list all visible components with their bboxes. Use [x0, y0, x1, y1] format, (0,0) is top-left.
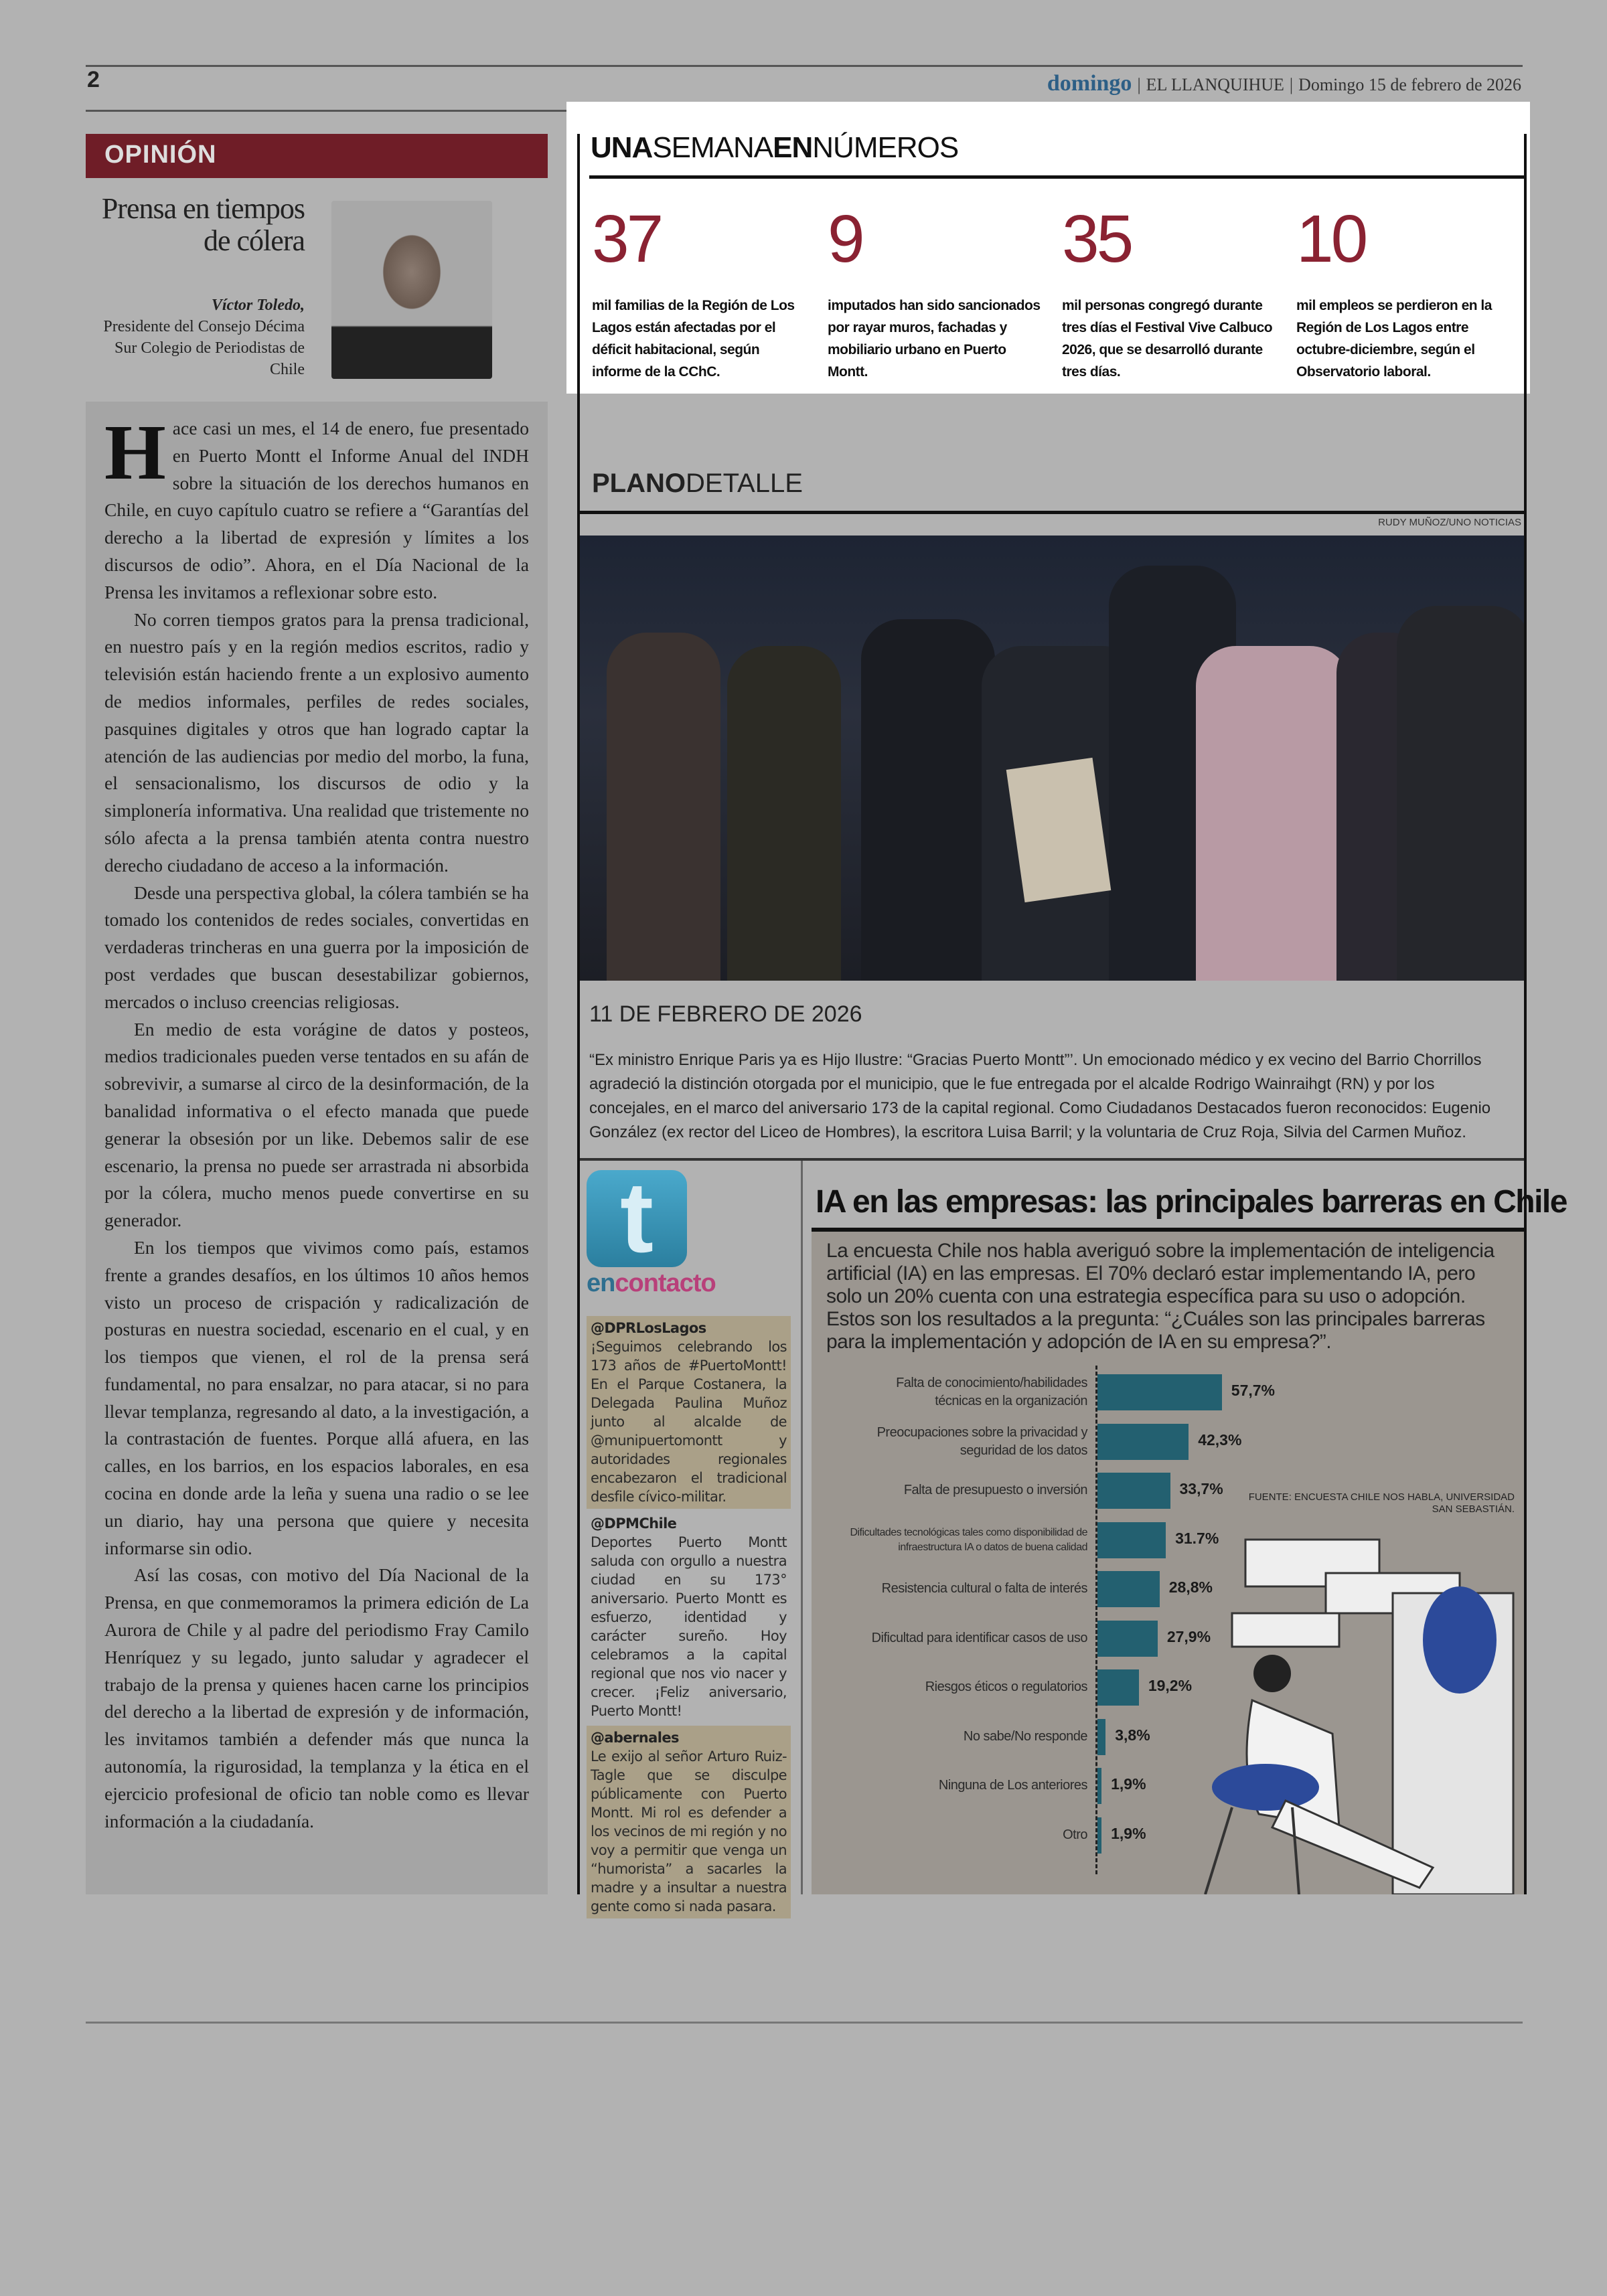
person-figure — [1196, 646, 1350, 981]
semana-heading: UNASEMANAENNÚMEROS — [591, 131, 959, 164]
paragraph: No corren tiempos gratos para la prensa tradicional, en nuestro país y en la región medios escritos, radio y televisión están haciendo frente a un explosivo aumento de medios informales, perfiles de redes sociales, pasquines digitales y otros que han logrado captar la atención de las audiencias por medio del morbo, la funa, el sensacionalismo, los discursos de odio y la simplonería informativa. Una realidad que tristemente no sólo afecta a la prensa también atenta contra nuestro derecho ciudadano de acceso a la información. — [104, 608, 529, 876]
bar-label: Resistencia cultural o falta de interés — [881, 1581, 1087, 1596]
bar-value-label: 1,9% — [1111, 1824, 1146, 1842]
top-rule — [86, 65, 1523, 67]
paragraph: Así las cosas, con motivo del Día Nacional de la Prensa, en que conmemoramos la primera edición de La Aurora de Chile y al padre del periodismo Fray Camilo Henríquez y su legado, junto saludar y agradecer el trabajo de la prensa y quienes hacen carne los principios del derecho a la libertad de expresión y de información, les invitamos también a defender más que nunca la autonomía, la rigurosidad, la templanza y la ética en el ejercicio profesional de oficio tan noble como es llevar información a la ciudadanía. — [104, 1564, 529, 1831]
opinion-body — [86, 402, 548, 1894]
person-figure — [607, 633, 720, 981]
stat-number: 35 — [1062, 201, 1132, 276]
bar-value-label: 3,8% — [1115, 1726, 1150, 1744]
bar-value-label: 28,8% — [1168, 1578, 1213, 1596]
bar-label: Falta de presupuesto o inversión — [903, 1483, 1087, 1497]
chart-title: IA en las empresas: las principales barreras en Chile — [816, 1184, 1567, 1220]
stat-text: mil familias de la Región de Los Lagos están afectadas por el déficit habitacional, según informe de la CChC. — [592, 298, 795, 380]
author-block — [100, 295, 305, 380]
bar — [1097, 1473, 1170, 1509]
bar-value-label: 33,7% — [1179, 1480, 1223, 1497]
bar-label: Riesgos éticos o regulatorios — [925, 1679, 1087, 1694]
twitter-icon: t — [587, 1170, 687, 1267]
person-figure — [861, 619, 995, 981]
bar-value-label: 1,9% — [1111, 1775, 1146, 1793]
separator: | — [1137, 75, 1141, 94]
stat-number: 9 — [828, 201, 862, 276]
photo-date: 11 DE FEBRERO DE 2026 — [589, 1001, 862, 1027]
bar — [1097, 1522, 1166, 1558]
tweet — [587, 1726, 791, 1918]
bar — [1097, 1374, 1222, 1410]
column-border — [1524, 134, 1527, 1894]
bar — [1097, 1424, 1189, 1460]
bar — [1097, 1571, 1160, 1607]
plano-rule — [580, 511, 1524, 514]
bar — [1097, 1669, 1139, 1706]
bar-label: Dificultad para identificar casos de uso — [871, 1630, 1087, 1645]
bottom-rule — [86, 2022, 1523, 2024]
tweet-list — [587, 1316, 791, 1918]
drop-cap: H — [104, 408, 166, 496]
bar-label: Otro — [1063, 1827, 1087, 1842]
author-photo — [331, 201, 492, 379]
encontacto-logo: encontacto — [587, 1269, 716, 1297]
paragraph: Desde una perspectiva global, la cólera también se ha tomado los contenidos de redes sociales, convertidas en verdaderas trincheras en una guerra por la imposición de post verdades que buscan desestabilizar gobiernos, mercados o incluso creencias religiosas. — [104, 882, 529, 1012]
tweet — [587, 1511, 791, 1723]
person-figure — [727, 646, 841, 981]
author-role: Presidente del Consejo Décima Sur Colegio de Periodistas de Chile — [103, 318, 305, 378]
tweet-text: ¡Seguimos celebrando los 173 años de #PuertoMontt! En el Parque Costanera, la Delegada Paulina Muñoz junto al alcalde de @munipuertomontt y autoridades regionales encabezaron el tradicional desfile cívico-militar. — [591, 1339, 787, 1505]
tweet-handle[interactable]: @DPRLosLagos — [591, 1320, 706, 1336]
page-number: 2 — [87, 67, 100, 92]
stat-text: imputados han sido sancionados por rayar muros, fachadas y mobiliario urbano en Puerto Montt. — [828, 298, 1041, 380]
stat-number: 37 — [592, 201, 662, 276]
column-border — [577, 134, 580, 1894]
illustration-ai-person — [1165, 1533, 1520, 1894]
plano-heading: PLANODETALLE — [592, 469, 803, 498]
bar-value-label: 27,9% — [1166, 1627, 1211, 1645]
bar-value-label: 31.7% — [1175, 1529, 1219, 1547]
chart-intro: La encuesta Chile nos habla averiguó sobre la implementación de inteligencia artificial (IA) en las empresas. El 70% declaró estar implementando IA, pero solo un 20% cuenta con una estrategia específica para su uso o adopción. Estos son los resultados a la pregunta: “¿Cuáles son las principales barreras para la implementación y adopción de IA en su empresa?”. — [826, 1240, 1495, 1353]
section-rule — [580, 1158, 1524, 1161]
issue-date: Domingo 15 de febrero de 2026 — [1298, 75, 1521, 94]
bar-value-label: 57,7% — [1231, 1382, 1275, 1399]
tweet-text: Le exijo al señor Arturo Ruiz-Tagle que se disculpe públicamente con Puerto Montt. Mi rol es defender a los vecinos de mi región y no voy a permitir que venga un “humorista” a sacarles la madre y a insultar a nuestra gente como si nada pasara. — [591, 1748, 787, 1914]
stat-text: mil personas congregó durante tres días el Festival Vive Calbuco 2026, que se desarrolló durante tres días. — [1062, 298, 1273, 380]
column-divider — [801, 1161, 803, 1894]
bar-value-label: 42,3% — [1198, 1430, 1242, 1449]
bar — [1097, 1621, 1158, 1657]
tweet-handle[interactable]: @abernales — [591, 1730, 679, 1746]
bar — [1097, 1719, 1105, 1755]
photo-caption: “Ex ministro Enrique Paris ya es Hijo Ilustre: “Gracias Puerto Montt”’. Un emocionado médico y ex vecino del Barrio Chorrillos agradeció la distinción otorgada por el municipio, que le fue entregada por el alcalde Rodrigo Wainraihgt (RN) y por los concejales, en el marco del aniversario 173 de la capital regional. Como Ciudadanos Destacados fueron reconocidos: Eugenio González (ex rector del Liceo de Hombres), la escritora Luisa Barril; y la voluntaria de Cruz Roja, Silvia del Carmen Muñoz. — [589, 1051, 1491, 1141]
bar-label: Falta de conocimiento/habilidades técnicas en la organización — [896, 1376, 1087, 1408]
brand: domingo — [1047, 71, 1132, 96]
bar-label: Ninguna de Los anteriores — [938, 1778, 1087, 1793]
chart-source: FUENTE: ENCUESTA CHILE NOS HABLA, UNIVERSIDAD SAN SEBASTIÁN. — [1248, 1491, 1515, 1515]
bar-value-label: 19,2% — [1148, 1677, 1193, 1694]
paragraph: ace casi un mes, el 14 de enero, fue presentado en Puerto Montt el Informe Anual del INDH sobre la situación de los derechos humanos en Chile, en cuyo capítulo cuatro se refiere a “Garantías del derecho a la libertad de expresión y límites a los discursos de odio”. Ahora, en el Día Nacional de la Prensa les invitamos a reflexionar sobre esto. — [104, 418, 529, 602]
stat-number: 10 — [1296, 201, 1366, 276]
bar — [1097, 1817, 1101, 1854]
tweet-text: Deportes Puerto Montt saluda con orgullo a nuestra ciudad en su 173° aniversario. Puerto Montt es esfuerzo, identidad y carácter sureño. Hoy celebramos a la capital regional que nos vio nacer y crecer. ¡Feliz aniversario, Puerto Montt! — [591, 1534, 787, 1719]
tweet — [587, 1316, 791, 1509]
semana-rule — [589, 175, 1524, 179]
opinion-title: Prensa en tiempos de cólera — [101, 192, 305, 257]
separator: | — [1289, 75, 1294, 94]
masthead — [1047, 71, 1521, 96]
bar — [1097, 1768, 1101, 1804]
diploma — [1006, 758, 1112, 902]
photo-credit: RUDY MUÑOZ/UNO NOTICIAS — [1378, 517, 1521, 528]
author-name: Víctor Toledo, — [211, 297, 305, 314]
bar-label: Dificultades tecnológicas tales como disponibilidad de infraestructura IA o datos de buena calidad — [850, 1526, 1087, 1553]
bar-label: No sabe/No responde — [963, 1728, 1087, 1744]
event-photo — [580, 536, 1524, 981]
tweet-handle[interactable]: @DPMChile — [591, 1515, 677, 1532]
paper-name: EL LLANQUIHUE — [1146, 75, 1284, 94]
section-label: OPINIÓN — [86, 134, 548, 178]
bar-label: Preocupaciones sobre la privacidad y seguridad de los datos — [876, 1424, 1087, 1458]
paragraph: En los tiempos que vivimos como país, estamos frente a grandes desafíos, en los últimos 10 años hemos visto un proceso de crispación y radicalización de posturas en nuestra sociedad, escenario en el cual, y en los tiempos que vienen, el rol de la prensa será fundamental, no para ensalzar, no para atacar, si no para llevar templanza, regresando al dato, a la investigación, a la contrastación de fuentes. Porque allá afuera, en las calles, en los barrios, en los espacios laborales, en esa cocina en donde arde la leña y suena una radio o se lee un diario, hay una persona que quiere y necesita informarse sin odio. — [104, 1236, 529, 1558]
paragraph: En medio de esta vorágine de datos y posteos, medios tradicionales pueden verse tentados en su afán de sobrevivir, a sumarse al circo de la desinformación, de la banalidad informativa o el efecto manada que puede generar la obsesión por un like. Debemos salir de ese escenario, la prensa no puede ser arrastrada ni absorbida por la cólera, mucho menos puede convertirse en su generador. — [104, 1018, 529, 1231]
stat-text: mil empleos se perdieron en la Región de Los Lagos entre octubre-diciembre, según el Observatorio laboral. — [1296, 298, 1492, 380]
person-figure — [1397, 606, 1524, 981]
